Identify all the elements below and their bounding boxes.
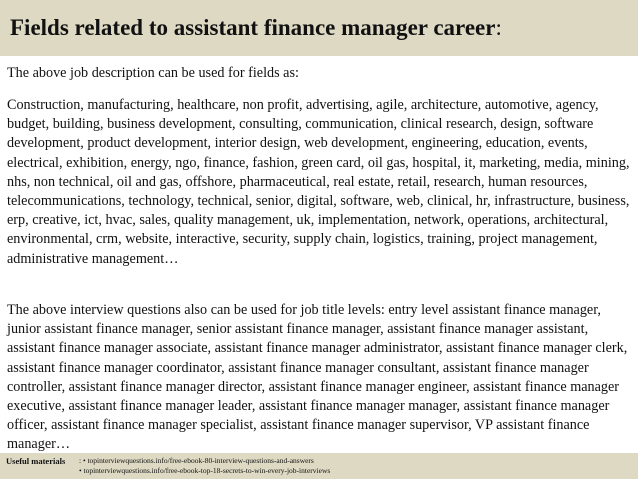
page-title — [10, 13, 502, 43]
footer-link-ebook-80-questions[interactable]: : • topinterviewquestions.info/free-ebook-80-interview-questions-and-answers — [79, 456, 314, 465]
job-levels-paragraph: The above interview questions also can be used for job title levels: entry level assistant finance manager, junior assistant finance manager, senior assistant finance manager, assistant finance manager assistant, assistant finance manager associate, assistant finance manager administrator, assistant finance manager clerk, assistant finance manager coordinator, assistant finance manager consultant, assistant finance manager controller, assistant finance manager director, assistant finance manager engineer, assistant finance manager executive, assistant finance manager leader, assistant finance manager manager, assistant finance manager officer, assistant finance manager specialist, assistant finance manager supervisor, VP assistant finance manager… — [7, 302, 628, 453]
footer-bar — [0, 453, 638, 479]
intro-text: The above job description can be used for fields as: — [7, 65, 299, 81]
footer-link-ebook-18-secrets[interactable]: • topinterviewquestions.info/free-ebook-top-18-secrets-to-win-every-job-interviews — [79, 466, 331, 475]
page-title-text: Fields related to assistant finance manager career — [10, 15, 496, 40]
fields-paragraph: Construction, manufacturing, healthcare, non profit, advertising, agile, architecture, automotive, agency, budget, building, business development, consulting, communication, clinical research, design, software development, product development, interior design, web development, engineering, education, events, electrical, exhibition, energy, ngo, finance, fashion, green card, oil gas, hospital, it, marketing, media, mining, nhs, non technical, oil and gas, offshore, pharmaceutical, real estate, retail, research, human resources, telecommunications, technology, technical, senior, digital, software, web, clinical, hr, infrastructure, business, erp, creative, ict, hvac, sales, quality management, uk, implementation, network, operations, architectural, environmental, crm, website, interactive, security, supply chain, logistics, training, project management, administrative management… — [7, 97, 630, 267]
page-title-colon: : — [495, 15, 502, 40]
title-bar — [0, 0, 638, 56]
footer-label: Useful materials — [6, 456, 66, 466]
